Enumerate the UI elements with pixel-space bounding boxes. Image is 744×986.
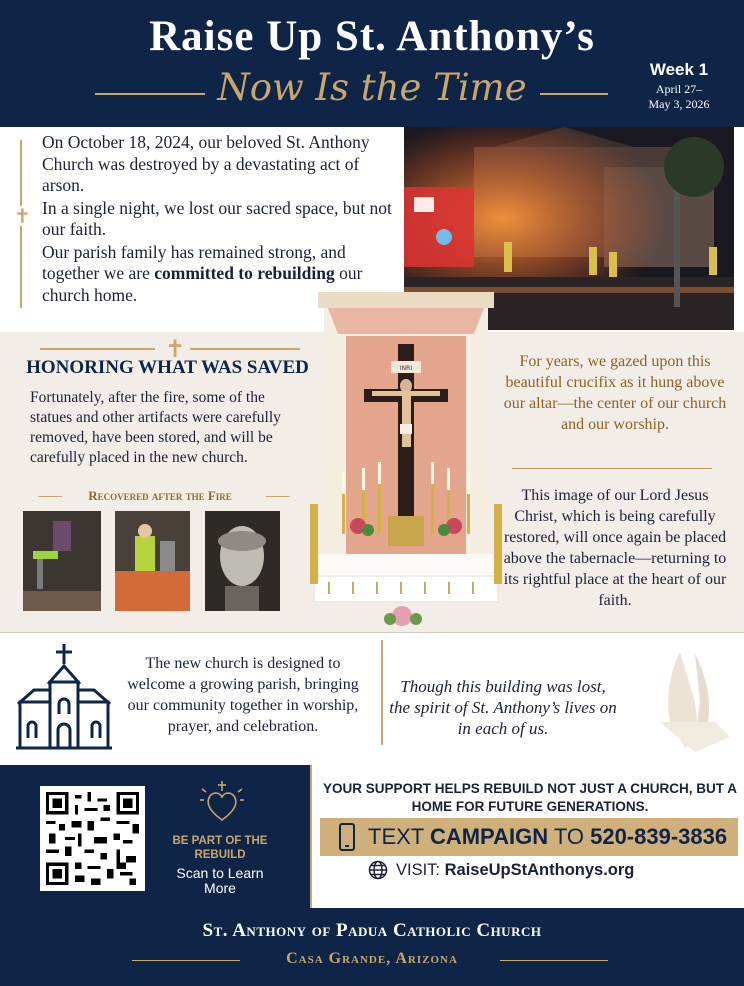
crucifix-restoration-text: This image of our Lord Jesus Christ, which is being carefully restored, will once again be placed above the tabernacle—returning to its rightful place at the heart of our faith. — [503, 487, 727, 609]
intro-paragraph-2: In a single night, we lost our sacred space, but not our faith. — [42, 197, 392, 239]
recovery-photo-3 — [205, 511, 280, 611]
subtitle-rule-right — [540, 93, 608, 95]
honor-rule-left — [40, 348, 155, 350]
sacred-heart-icon — [200, 780, 244, 824]
cross-icon: ✝ — [165, 335, 186, 363]
week-label: Week 1 — [649, 60, 709, 79]
intro-p3-bold: committed to rebuilding — [154, 263, 335, 283]
church-location — [0, 950, 744, 968]
crucifix-history-text: For years, we gazed upon this beautiful crucifix as it hung above our altar—the center of our church and our worship. — [503, 353, 727, 433]
inri-plaque: INRI — [399, 365, 413, 372]
cta-divider — [310, 765, 312, 908]
visit-prefix: VISIT: — [396, 861, 445, 879]
new-church-text: The new church is designed to welcome a growing parish, bringing our community together in worship, prayer, and celebration. — [127, 655, 359, 735]
cross-icon: ✝ — [14, 204, 31, 228]
intro-paragraph-1: On October 18, 2024, our beloved St. Anthony Church was destroyed by a devastating act of arson. — [42, 132, 370, 195]
location-text: Casa Grande, Arizona — [286, 950, 458, 967]
text-keyword: CAMPAIGN — [429, 824, 549, 849]
week-badge — [634, 60, 724, 112]
church-name-text: St. Anthony of Padua Catholic Church — [202, 920, 542, 941]
church-icon — [14, 642, 114, 752]
text-phone-number: 520-839-3836 — [590, 824, 728, 849]
week-dates-end: May 3, 2026 — [648, 97, 710, 111]
visit-line[interactable] — [396, 859, 634, 881]
crucifix-altar-image — [298, 264, 514, 634]
text-prefix: TEXT — [368, 824, 430, 849]
recovered-rule-right — [266, 496, 290, 497]
honor-text: Fortunately, after the fire, some of the statues and other artifacts were carefully removed, have been stored, and will be carefully placed in the new church. — [30, 389, 281, 466]
be-part-label: BE PART OF THE REBUILD — [172, 835, 268, 861]
support-message: YOUR SUPPORT HELPS REBUILD NOT JUST A CHURCH, BUT A HOME FOR FUTURE GENERATIONS. — [322, 781, 738, 814]
spirit-quote: Though this building was lost, the spirit of St. Anthony’s lives on in each of us. — [389, 677, 617, 738]
text-campaign-line[interactable] — [368, 823, 738, 851]
honor-heading: HONORING WHAT WAS SAVED — [26, 357, 309, 378]
page-subtitle: Now Is the Time — [217, 66, 527, 109]
page-title: Raise Up St. Anthony’s — [149, 13, 595, 60]
website-link[interactable]: RaiseUpStAnthonys.org — [444, 861, 635, 879]
globe-icon — [368, 860, 388, 880]
phone-icon — [338, 823, 356, 851]
qr-code[interactable] — [40, 786, 145, 891]
crucifix-divider — [512, 468, 712, 469]
scan-label: Scan to Learn More — [176, 865, 264, 896]
recovery-photo-1 — [23, 511, 101, 611]
recovered-label: Recovered after the Fire — [88, 488, 232, 503]
footer-rule-right — [500, 960, 608, 961]
church-name — [0, 920, 744, 942]
honor-rule-right — [190, 348, 300, 350]
intro-p3-start: Our parish family has remained strong, and together we are — [42, 241, 346, 283]
church-divider — [381, 640, 383, 745]
recovery-photo-2 — [115, 511, 190, 611]
praying-hands-icon — [640, 642, 740, 757]
section-divider — [0, 632, 744, 633]
text-mid: TO — [548, 824, 591, 849]
week-dates-start: April 27– — [655, 82, 703, 96]
intro-p3-end: our church home. — [42, 263, 363, 305]
